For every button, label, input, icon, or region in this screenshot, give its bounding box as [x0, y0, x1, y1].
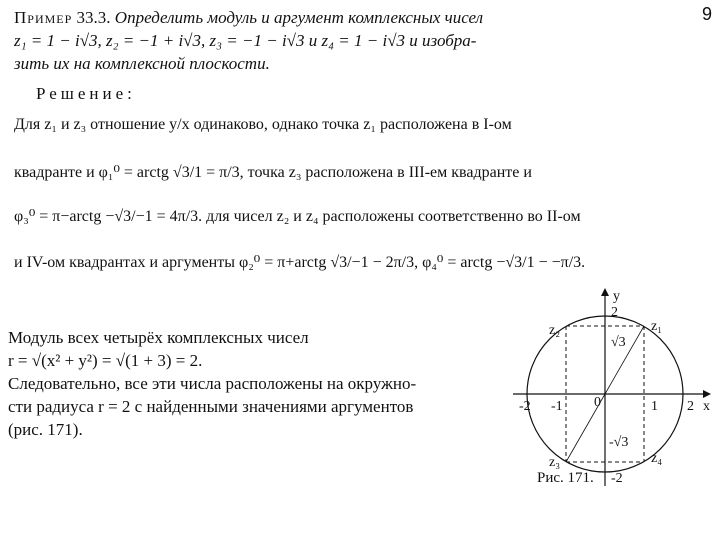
- tick-neg-sqrt3: -√3: [609, 435, 629, 450]
- y-axis-arrow: [601, 288, 609, 296]
- tick-x-2: 2: [687, 399, 694, 414]
- body-line-5: (рис. 171).: [8, 420, 83, 439]
- body-line-2: r = √(x² + y²) = √(1 + 3) = 2.: [8, 351, 203, 370]
- x-axis-arrow: [703, 390, 711, 398]
- tick-x-neg1: -1: [551, 399, 563, 414]
- tick-x-1: 1: [651, 399, 658, 414]
- example-line-2: z₁ = 1 − i√3, z₂ = −1 + i√3, z₃ = −1 − i√3 и z₄ = 1 − i√3 и изобра-: [14, 31, 477, 50]
- solution-heading: Решение:: [36, 84, 136, 103]
- body-line-4: сти радиуса r = 2 с найденными значениями аргументов: [8, 397, 414, 416]
- axis-y-label: y: [613, 289, 620, 304]
- solution-line-3: φ₃⁰ = π−arctg −√3/−1 = 4π/3. для чисел z₂ и z₄ расположены соответственно во II-ом: [14, 208, 581, 225]
- point-z4-label: z₄: [651, 451, 663, 466]
- solution-line-2: квадранте и φ₁⁰ = arctg √3/1 = π/3, точка z₃ расположена в III-ем квадранте и: [14, 164, 532, 181]
- solution-line-1: Для z₁ и z₃ отношение y/x одинаково, однако точка z₁ расположена в I-ом: [14, 116, 512, 133]
- body-line-1: Модуль всех четырёх комплексных чисел: [8, 328, 309, 347]
- example-label: Пример: [14, 8, 73, 27]
- example-line-3: зить их на комплексной плоскости.: [14, 54, 270, 73]
- example-number: 33.3.: [76, 8, 111, 27]
- figure-caption: Рис. 171.: [537, 470, 594, 486]
- example-text-1: Определить модуль и аргумент комплексных чисел: [114, 8, 484, 27]
- page-number: 9: [701, 4, 712, 24]
- example-line-1: [14, 8, 483, 28]
- complex-plane-figure: [505, 286, 720, 492]
- tick-y-2: 2: [611, 305, 618, 320]
- tick-x-neg2: -2: [519, 399, 531, 414]
- solution-line-4: и IV-ом квадрантах и аргументы φ₂⁰ = π+arctg √3/−1 − 2π/3, φ₄⁰ = arctg −√3/1 − −π/3.: [14, 254, 586, 271]
- point-z2-label: z₂: [549, 323, 561, 338]
- tick-sqrt3: √3: [611, 335, 626, 350]
- tick-y-neg2: -2: [611, 471, 623, 486]
- body-line-3: Следовательно, все эти числа расположены на окружно-: [8, 374, 417, 393]
- point-z3-label: z₃: [549, 455, 561, 470]
- origin-label: 0: [594, 395, 601, 410]
- point-z1-label: z₁: [651, 319, 663, 334]
- axis-x-label: x: [703, 399, 710, 414]
